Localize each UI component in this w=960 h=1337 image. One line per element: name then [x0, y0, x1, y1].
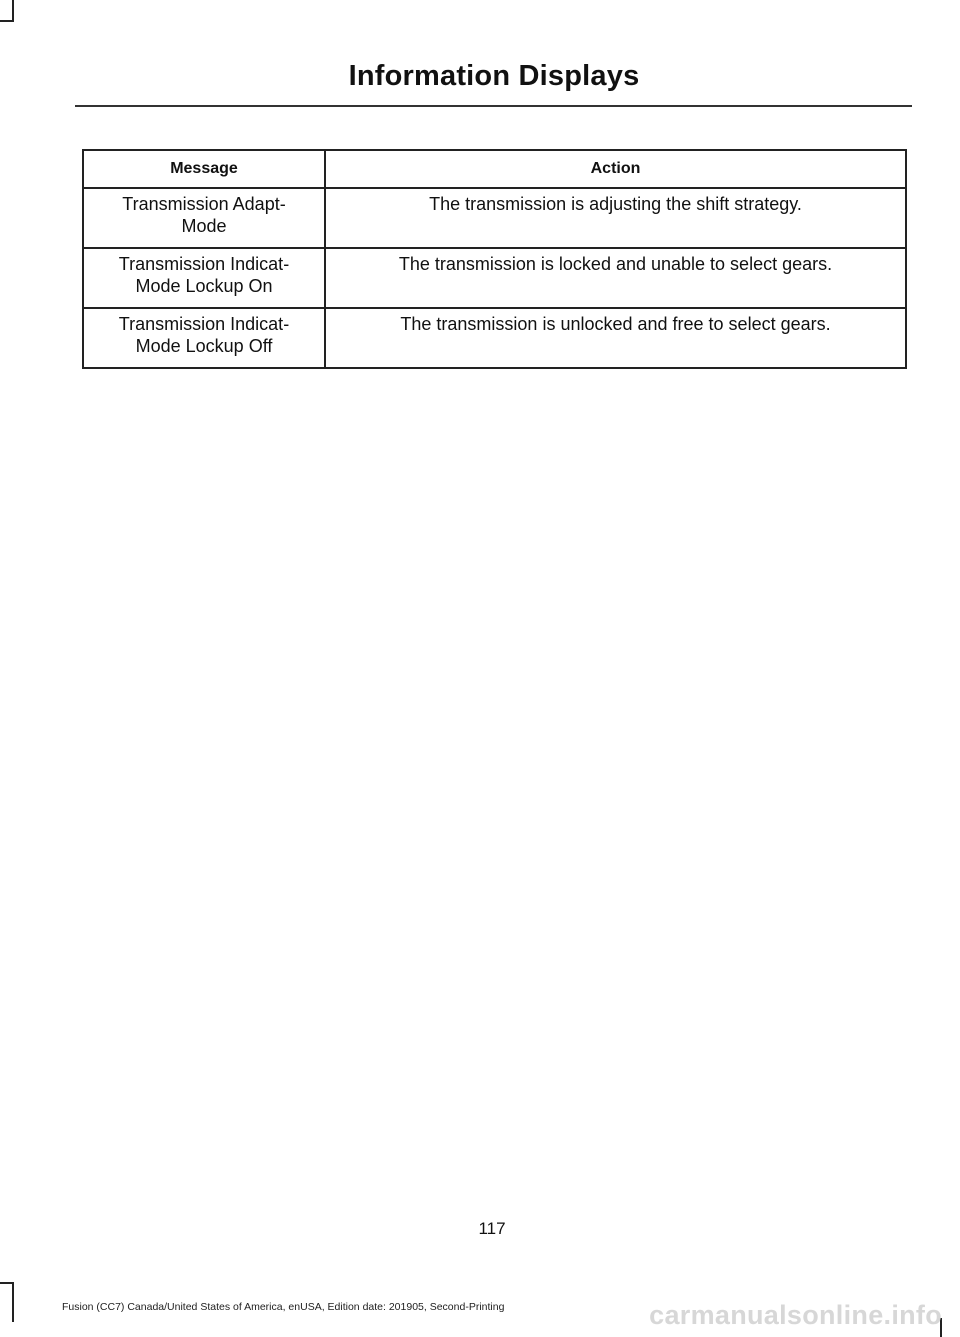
message-text-line: Mode Lockup On: [135, 276, 273, 296]
column-header-message: Message: [83, 150, 325, 188]
message-text-line: Mode Lockup Off: [135, 336, 273, 356]
crop-mark-top-left-vertical: [12, 0, 14, 20]
title-divider: [75, 105, 912, 107]
message-cell: [83, 248, 325, 308]
table-header-row: [83, 150, 906, 188]
table-row: [83, 308, 906, 368]
crop-mark-bottom-left-vertical: [12, 1282, 14, 1322]
action-cell: The transmission is adjusting the shift strategy.: [325, 188, 906, 248]
action-cell: The transmission is unlocked and free to select gears.: [325, 308, 906, 368]
page-title: Information Displays: [348, 60, 640, 92]
table-row: [83, 248, 906, 308]
message-cell: [83, 308, 325, 368]
crop-mark-top-left-horizontal: [0, 20, 14, 22]
watermark: carmanualsonline.info: [649, 1300, 942, 1330]
message-text-line: Transmission Adapt-: [122, 194, 286, 214]
edition-footer: Fusion (CC7) Canada/United States of America, enUSA, Edition date: 201905, Second-Printing: [62, 1301, 505, 1313]
message-text-line: Transmission Indicat-: [118, 254, 290, 274]
message-text-line: Mode: [181, 216, 227, 236]
table-row: [83, 188, 906, 248]
messages-table: [82, 149, 907, 369]
message-text-line: Transmission Indicat-: [118, 314, 290, 334]
message-cell: [83, 188, 325, 248]
page-number: 117: [478, 1219, 506, 1238]
action-cell: The transmission is locked and unable to select gears.: [325, 248, 906, 308]
column-header-action: Action: [325, 150, 906, 188]
